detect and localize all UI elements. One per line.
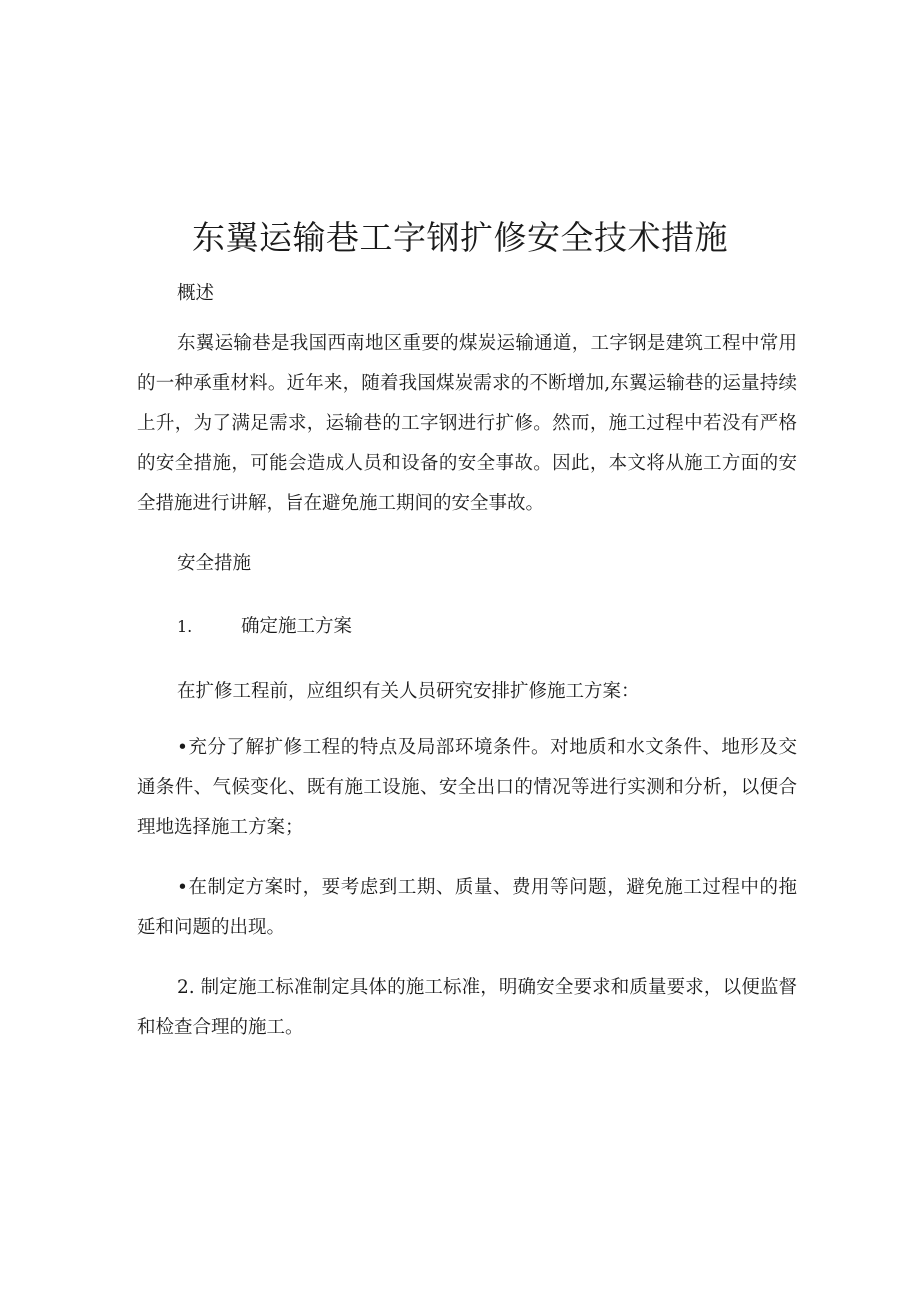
numbered-item-1 [177,607,352,647]
numbered-item-2: 2. 制定施工标准制定具体的施工标准，明确安全要求和质量要求，以便监督和检查合理的施工。 [137,977,797,1038]
item-1-title: 确定施工方案 [241,616,353,637]
item-1-number: 1. [177,617,193,636]
safety-measures-heading: 安全措施 [177,553,252,574]
overview-heading: 概述 [177,283,215,304]
item-1-intro: 在扩修工程前，应组织有关人员研究安排扩修施工方案： [177,681,640,702]
bullet-point-2: •在制定方案时，要考虑到工期、质量、费用等问题，避免施工过程中的拖延和问题的出现。 [137,877,797,938]
overview-paragraph: 东翼运输巷是我国西南地区重要的煤炭运输通道，工字钢是建筑工程中常用的一种承重材料。近年来，随着我国煤炭需求的不断增加,东翼运输巷的运量持续上升，为了满足需求，运输巷的工字钢进行扩修。然而，施工过程中若没有严格的安全措施，可能会造成人员和设备的安全事故。因此，本文将从施工方面的安全措施进行讲解，旨在避免施工期间的安全事故。 [137,333,797,514]
bullet-point-1: •充分了解扩修工程的特点及局部环境条件。对地质和水文条件、地形及交通条件、气候变化、既有施工设施、安全出口的情况等进行实测和分析，以便合理地选择施工方案； [137,737,797,838]
document-title: 东翼运输巷工字钢扩修安全技术措施 [192,218,728,257]
